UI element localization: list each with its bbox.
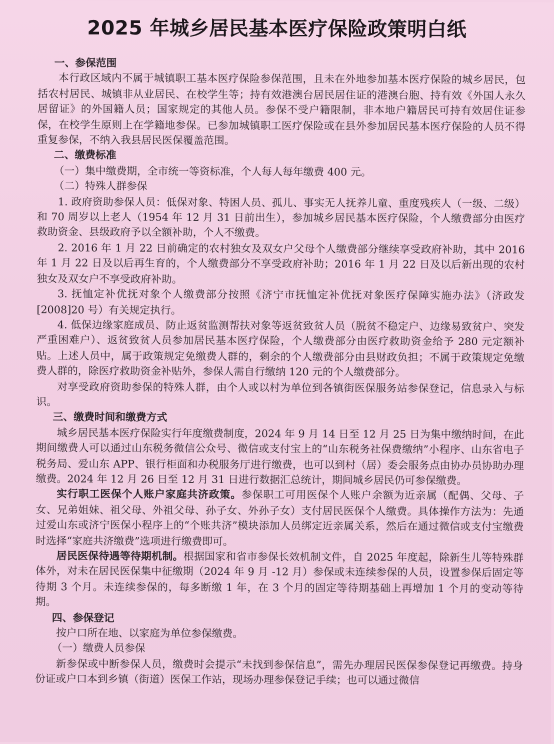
- paragraph-scope: 本行政区域内不属于城镇职工基本医疗保险参保范围，且未在外地参加基本医疗保险的城乡居民，包括农村居民、城镇非从业居民、在校学生等；持有效港澳台居民居住证的港澳台胞、持有效《外国人永久居留证》的外国籍人员；国家规定的其他人员。参保不受户籍限制，非本地户籍居民可持有效居住证参保，在校学生原则上在学籍地参保。已参加城镇职工医疗保险或在县外参加居民基本医疗保险的人员不得重复参保，不纳入我县居民医保覆盖范围。: [37, 72, 526, 148]
- section-heading-registration: 四、参保登记: [51, 611, 115, 625]
- section-heading-payment-time: 三、缴费时间和缴费方式: [52, 411, 168, 425]
- waiting-period-text: 根据国家和省市参保长效机制文件，自 2025 年度起，除新生儿等特殊群体外，对未在居民医保集中征缴期（2024 年 9 月 -12 月）参保或未连续参保的人员，设置参保后固定等待期 3 个月。未连续参保的，每多断缴 1 年，在 3 个月的固定等待期基础上再增加 1 个月的变动等待期。: [35, 550, 524, 609]
- paragraph-new-enrollment: 新参保或中断参保人员，缴费时会提示“未找到参保信息”，需先办理居民医保参保登记再缴费。持身份证或户口本到乡镇（街道）医保工作站，现场办理参保登记手续；也可以通过微信: [35, 658, 524, 688]
- section-heading-fee-standard: 二、缴费标准: [53, 149, 117, 162]
- paragraph-only-daughter-families: 2. 2016 年 1 月 22 日前确定的农村独女及双女户父母个人缴费部分继续享受政府补助，其中 2016 年 1 月 22 日及以后再生育的，个人缴费部分不享受政府补助；2016 年 1 月 22 日及以后新出现的农村独女及双女户不享受政府补助。: [36, 242, 525, 286]
- paragraph-family-sharing: [36, 488, 524, 552]
- paragraph-registration-basis: 按户口所在地、以家庭为单位参保缴费。: [56, 627, 244, 641]
- subsection-special-groups: （二）特殊人群参保: [53, 180, 148, 193]
- paragraph-government-funded: 1. 政府资助参保人员：低保对象、特困人员、孤儿、事实无人抚养儿童、重度残疾人（一级、二级）和 70 周岁以上老人（1954 年 12 月 31 日前出生），参加城乡居民基本医疗保险，个人缴费部分由医疗救助资金、县级政府予以全额补助，个人不缴费。: [36, 195, 526, 240]
- paragraph-payment-channels: 城乡居民基本医疗保险实行年度缴费制度，2024 年 9 月 14 日至 12 月 25 日为集中缴纳时间，在此期间缴费人可以通过山东税务微信公众号、微信或支付宝上的“山东税务社保费缴纳”小程序、山东省电子税务局、爱山东 APP、银行柜面和办税服务厅进行缴费，也可以到村（居）委会服务点由协办员协助办理缴费。2024 年 12 月 26 日至 12 月 31 日进行数据汇总统计，期间城乡居民仍可参保缴费。: [35, 427, 525, 488]
- paragraph-registration-note: 对享受政府资助参保的特殊人群，由个人或以村为单位到各镇街医保服务站参保登记，信息录入与标识。: [36, 380, 525, 409]
- subsection-collection-period: （一）集中缴费期，全市统一等资标准，个人每人每年缴费 400 元。: [53, 165, 372, 179]
- family-sharing-lead: 实行职工医保个人账户家庭共济政策。: [56, 488, 242, 502]
- waiting-period-lead: 居民医保待遇等待期机制。: [56, 550, 184, 563]
- paragraph-pension-recipients: 3. 抚恤定补优抚对象个人缴费部分按照《济宁市抚恤定补优抚对象医疗保障实施办法》（济政发 [2008]20 号）有关规定执行。: [36, 288, 525, 317]
- subsection-payer-registration: （一）缴费人员参保: [51, 642, 146, 656]
- paragraph-waiting-period: [35, 549, 523, 613]
- paragraph-low-income-edge: 4. 低保边缘家庭成员、防止返贫监测帮扶对象等返贫致贫人员（脱贫不稳定户、边缘易致贫户、突发严重困难户）、返贫致贫人员参加居民基本医疗保险，个人缴费部分由医疗救助资金给予 280 元定额补贴。上述人员中，属于政策规定免缴费人群的，剩余的个人缴费部分由县财政负担；不属于政策规定免缴费人群的，除医疗救助资金补贴外，参保人需自行缴纳 120 元的个人缴费部分。: [36, 319, 525, 379]
- document-body: [35, 56, 526, 690]
- document-title: 2025 年城乡居民基本医疗保险政策明白纸: [87, 16, 467, 42]
- section-heading-scope: 一、参保范围: [54, 57, 117, 70]
- family-sharing-text: 参保职工可用医保个人账户余额为近亲属（配偶、父母、子女、兄弟姐妹、祖父母、外祖父母、孙子女、外孙子女）支付居民医保个人缴费。具体操作方法为：先通过爱山东或济宁医保小程序上的“个账共济”模块添加人员绑定近亲属关系，然后在通过微信或支付宝缴费时选择“家庭共济缴费”选项进行缴费即可。: [35, 489, 524, 548]
